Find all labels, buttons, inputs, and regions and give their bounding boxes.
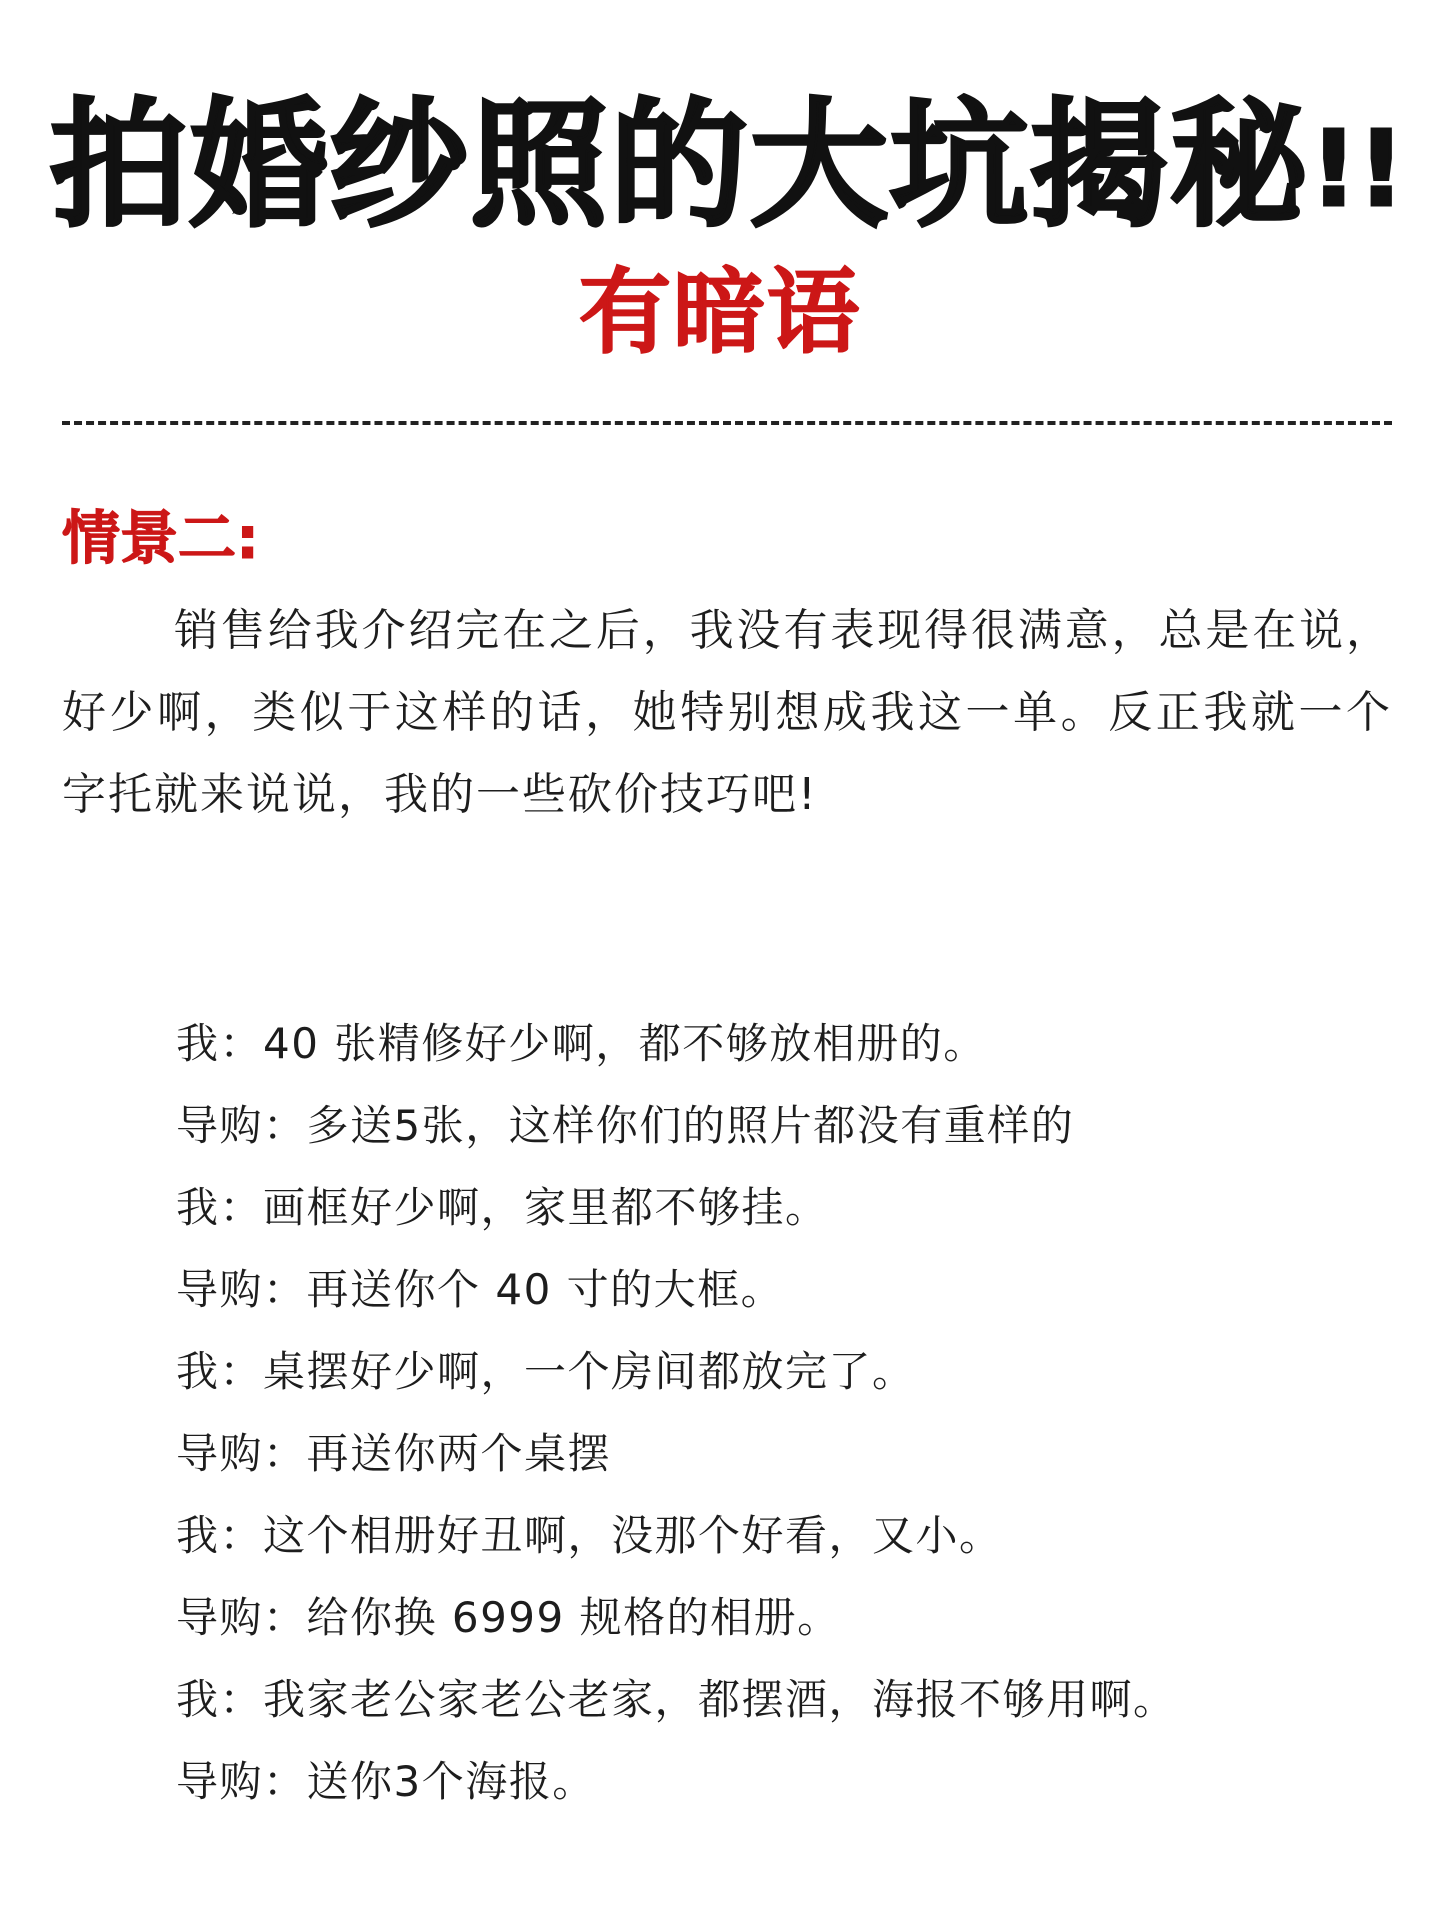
scene-label: 情景二: — [62, 504, 260, 572]
dialogue-line: 我：40 张精修好少啊，都不够放相册的。 — [176, 1019, 987, 1068]
dashed-divider — [62, 421, 1392, 425]
page-title — [50, 86, 1410, 249]
dialogue-line: 导购：送你3个海报。 — [176, 1757, 596, 1806]
dialogue-line: 导购：再送你两个桌摆 — [176, 1429, 612, 1478]
dialogue-line: 我：我家老公家老公老家，都摆酒，海报不够用啊。 — [176, 1675, 1177, 1724]
dialogue-line: 我：画框好少啊，家里都不够挂。 — [176, 1183, 829, 1232]
dialogue-line: 我：桌摆好少啊，一个房间都放完了。 — [176, 1347, 916, 1396]
dialogue-line: 我：这个相册好丑啊，没那个好看，又小。 — [176, 1511, 1003, 1560]
dialogue-line: 导购：多送5张，这样你们的照片都没有重样的 — [176, 1101, 1075, 1150]
title-exclamation: !! — [1310, 108, 1405, 230]
page-subtitle: 有暗语 — [578, 259, 861, 366]
dialogue-line: 导购：给你换 6999 规格的相册。 — [176, 1593, 841, 1642]
intro-paragraph: 销售给我介绍完在之后，我没有表现得很满意，总是在说，好少啊，类似于这样的话，她特别想成我这一单。反正我就一个字托就来说说，我的一些砍价技巧吧! — [62, 605, 1392, 820]
dialogue-list — [176, 1003, 1386, 1823]
dialogue-line: 导购：再送你个 40 寸的大框。 — [176, 1265, 785, 1314]
title-text: 拍婚纱照的大坑揭秘 — [50, 85, 1311, 246]
